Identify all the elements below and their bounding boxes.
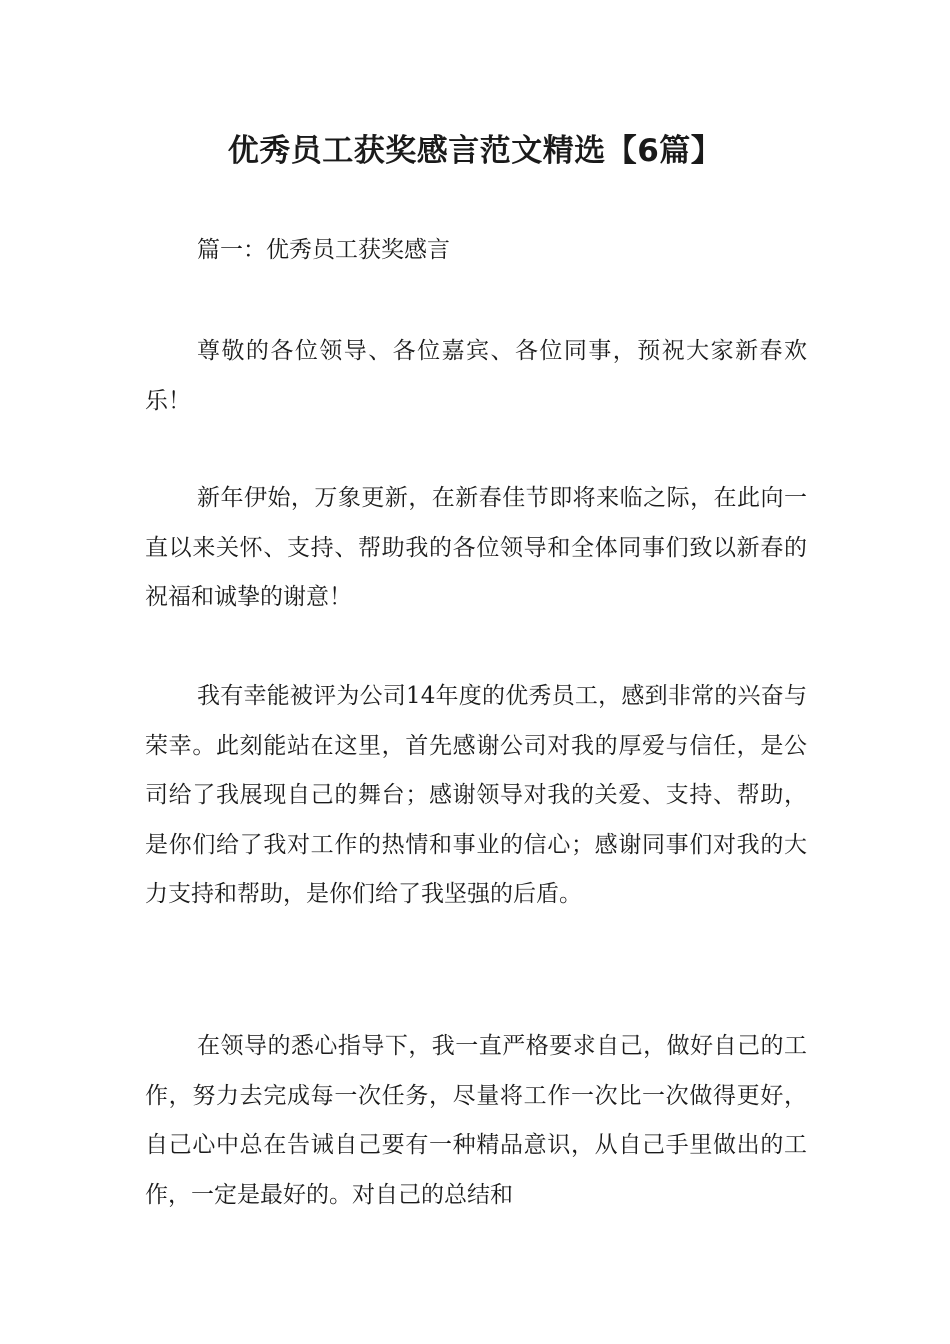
section-heading: 篇一：优秀员工获奖感言 — [197, 237, 450, 263]
paragraph-work-attitude: 在领导的悉心指导下，我一直严格要求自己，做好自己的工作，努力去完成每一次任务，尽量将工作一次比一次做得更好，自己心中总在告诫自己要有一种精品意识，从自己手里做出的工作，一定是最好的。对自己的总结和 — [145, 1033, 807, 1208]
document-title: 优秀员工获奖感言范文精选【6篇】 — [227, 133, 723, 169]
paragraph-award-thanks: 我有幸能被评为公司14年度的优秀员工，感到非常的兴奋与荣幸。此刻能站在这里，首先感谢公司对我的厚爱与信任，是公司给了我展现自己的舞台；感谢领导对我的关爱、支持、帮助，是你们给了我对工作的热情和事业的信心；感谢同事们对我的大力支持和帮助，是你们给了我坚强的后盾。 — [145, 683, 807, 907]
paragraph-new-year-wishes: 新年伊始，万象更新，在新春佳节即将来临之际，在此向一直以来关怀、支持、帮助我的各位领导和全体同事们致以新春的祝福和诚挚的谢意！ — [145, 485, 807, 610]
paragraph-greeting: 尊敬的各位领导、各位嘉宾、各位同事，预祝大家新春欢乐！ — [145, 338, 807, 414]
